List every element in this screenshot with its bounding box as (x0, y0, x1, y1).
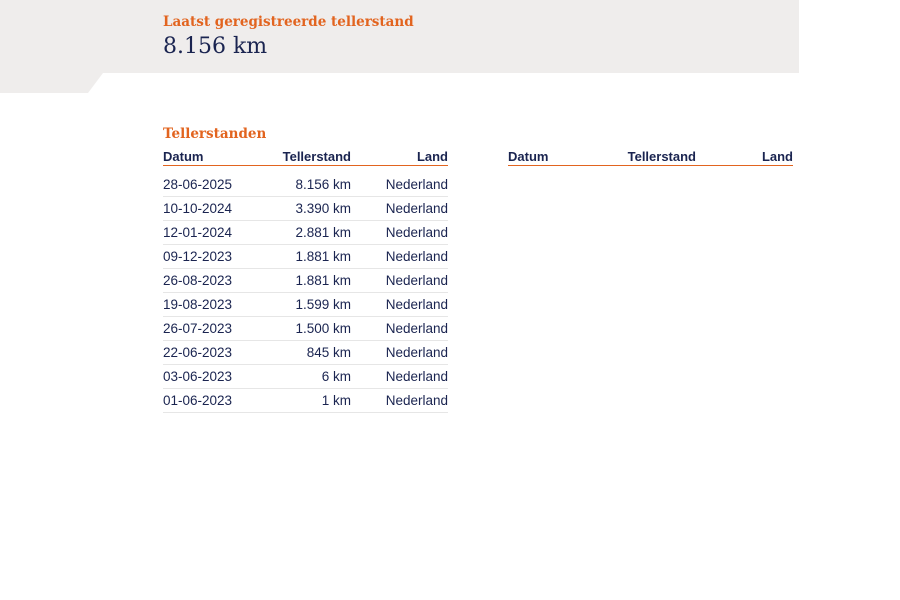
cell-reading: 6 km (321, 369, 351, 384)
summary-value: 8.156 km (163, 34, 268, 59)
table-row (163, 293, 448, 317)
cell-country: Nederland (385, 393, 448, 408)
cell-country: Nederland (385, 369, 448, 384)
table-row (163, 197, 448, 221)
cell-reading: 1.881 km (295, 249, 351, 264)
cell-reading: 845 km (306, 345, 351, 360)
cell-country: Nederland (385, 249, 448, 264)
header-date: Datum (163, 149, 204, 164)
table-header (163, 149, 448, 166)
cell-date: 19-08-2023 (163, 297, 233, 312)
cell-country: Nederland (385, 177, 448, 192)
header-reading: Tellerstand (282, 149, 351, 164)
table-row (163, 341, 448, 365)
summary-label: Laatst geregistreerde tellerstand (163, 14, 414, 30)
cell-country: Nederland (385, 297, 448, 312)
cell-date: 09-12-2023 (163, 249, 233, 264)
cell-date: 22-06-2023 (163, 345, 233, 360)
cell-date: 03-06-2023 (163, 369, 233, 384)
header-country: Land (416, 149, 448, 164)
cell-country: Nederland (385, 345, 448, 360)
summary-band (0, 0, 799, 93)
table-row (163, 365, 448, 389)
table-body (163, 173, 448, 413)
table-row (163, 389, 448, 413)
readings-title: Tellerstanden (163, 126, 267, 142)
cell-reading: 1 km (321, 393, 351, 408)
cell-reading: 1.881 km (295, 273, 351, 288)
cell-date: 01-06-2023 (163, 393, 233, 408)
table-row (163, 269, 448, 293)
cell-reading: 3.390 km (295, 201, 351, 216)
table-row (163, 221, 448, 245)
cell-date: 26-08-2023 (163, 273, 233, 288)
table-row (163, 173, 448, 197)
header-date: Datum (508, 149, 549, 164)
readings-table-right (508, 149, 793, 166)
header-reading: Tellerstand (627, 149, 696, 164)
table-row (163, 317, 448, 341)
readings-table-left (163, 149, 448, 413)
cell-reading: 8.156 km (295, 177, 351, 192)
cell-country: Nederland (385, 201, 448, 216)
cell-date: 10-10-2024 (163, 201, 233, 216)
cell-country: Nederland (385, 273, 448, 288)
cell-reading: 1.599 km (295, 297, 351, 312)
cell-reading: 2.881 km (295, 225, 351, 240)
cell-date: 28-06-2025 (163, 177, 233, 192)
table-row (163, 245, 448, 269)
header-country: Land (761, 149, 793, 164)
cell-date: 12-01-2024 (163, 225, 233, 240)
cell-date: 26-07-2023 (163, 321, 233, 336)
table-header (508, 149, 793, 166)
cell-reading: 1.500 km (295, 321, 351, 336)
cell-country: Nederland (385, 321, 448, 336)
cell-country: Nederland (385, 225, 448, 240)
